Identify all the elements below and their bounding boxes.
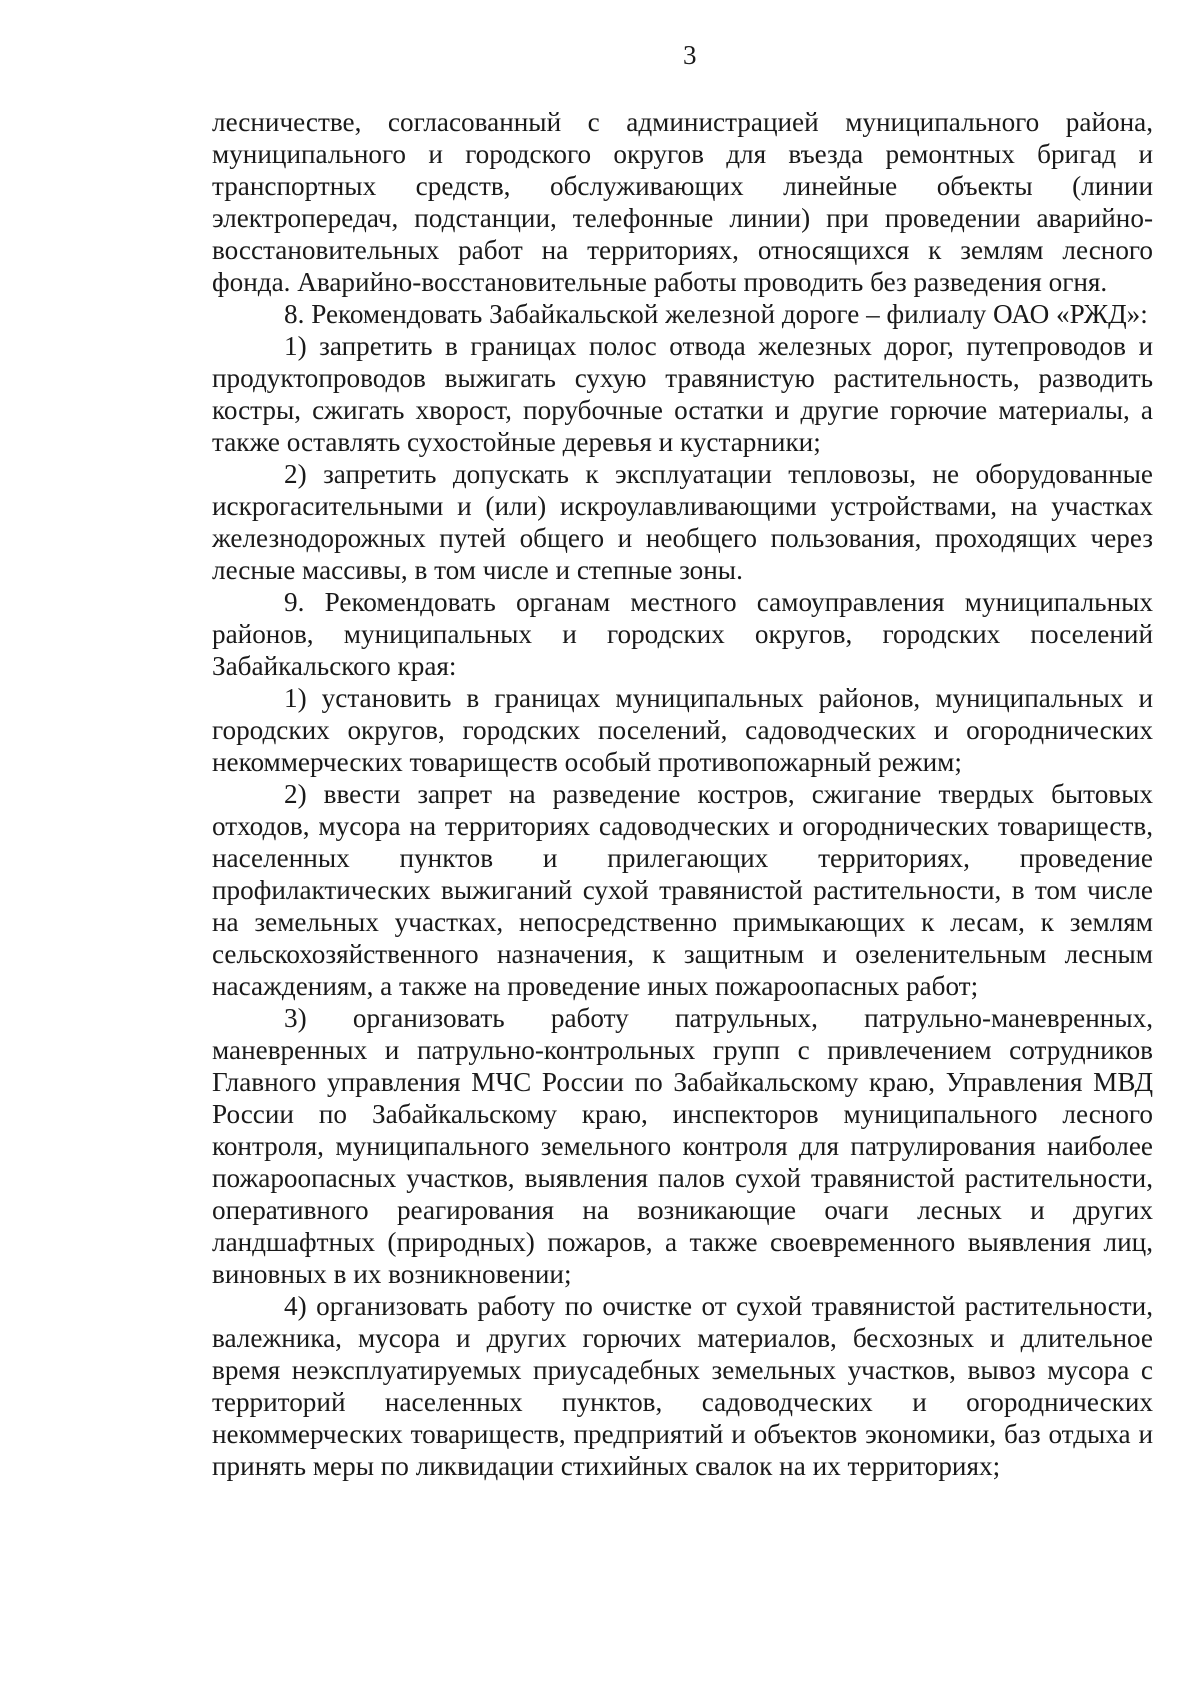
paragraph-item-8-2: 2) запретить допускать к эксплуатации тепловозы, не оборудованные искрогасительными и (или) искроулавливающими устройствами, на участках железнодорожных путей общего и необщего пользования, проходящих через лесные массивы, в том числе и степные зоны. [212,459,1153,585]
paragraph-item-8: 8. Рекомендовать Забайкальской железной дороге – филиалу ОАО «РЖД»: [284,299,1148,329]
paragraph-item-9-3: 3) организовать работу патрульных, патрульно-маневренных, маневренных и патрульно-контрольных групп с привлечением сотрудников Главного управления МЧС России по Забайкальскому краю, Управления МВД России по Забайкальскому краю, инспекторов муниципального лесного контроля, муниципального земельного контроля для патрулирования наиболее пожароопасных участков, выявления палов сухой травянистой растительности, оперативного реагирования на возникающие очаги лесных и других ландшафтных (природных) пожаров, а также своевременного выявления лиц, виновных в их возникновении; [212,1003,1153,1289]
page-number: 3 [683,40,697,70]
paragraph-item-9: 9. Рекомендовать органам местного самоуправления муниципальных районов, муниципальных и городских округов, городских поселений Забайкальского края: [212,587,1153,681]
paragraph-continuation: лесничестве, согласованный с администрацией муниципального района, муниципального и городского округов для въезда ремонтных бригад и транспортных средств, обслуживающих линейные объекты (линии электропередач, подстанции, телефонные линии) при проведении аварийно-восстановительных работ на территориях, относящихся к землям лесного фонда. Аварийно-восстановительные работы проводить без разведения огня. [212,107,1153,297]
paragraph-item-9-1: 1) установить в границах муниципальных районов, муниципальных и городских округов, городских поселений, садоводческих и огороднических некоммерческих товариществ особый противопожарный режим; [212,683,1153,777]
paragraph-item-9-2: 2) ввести запрет на разведение костров, сжигание твердых бытовых отходов, мусора на территориях садоводческих и огороднических товариществ, населенных пунктов и прилегающих территориях, проведение профилактических выжиганий сухой травянистой растительности, в том числе на земельных участках, непосредственно примыкающих к лесам, к землям сельскохозяйственного назначения, к защитным и озеленительным лесным насаждениям, а также на проведение иных пожароопасных работ; [212,779,1153,1001]
document-body [212,106,1153,1482]
paragraph-item-9-4: 4) организовать работу по очистке от сухой травянистой растительности, валежника, мусора и других горючих материалов, бесхозных и длительное время неэксплуатируемых приусадебных земельных участков, вывоз мусора с территорий населенных пунктов, садоводческих и огороднических некоммерческих товариществ, предприятий и объектов экономики, баз отдыха и принять меры по ликвидации стихийных свалок на их территориях; [212,1291,1153,1481]
paragraph-item-8-1: 1) запретить в границах полос отвода железных дорог, путепроводов и продуктопроводов выжигать сухую травянистую растительность, разводить костры, сжигать хворост, порубочные остатки и другие горючие материалы, а также оставлять сухостойные деревья и кустарники; [212,331,1153,457]
